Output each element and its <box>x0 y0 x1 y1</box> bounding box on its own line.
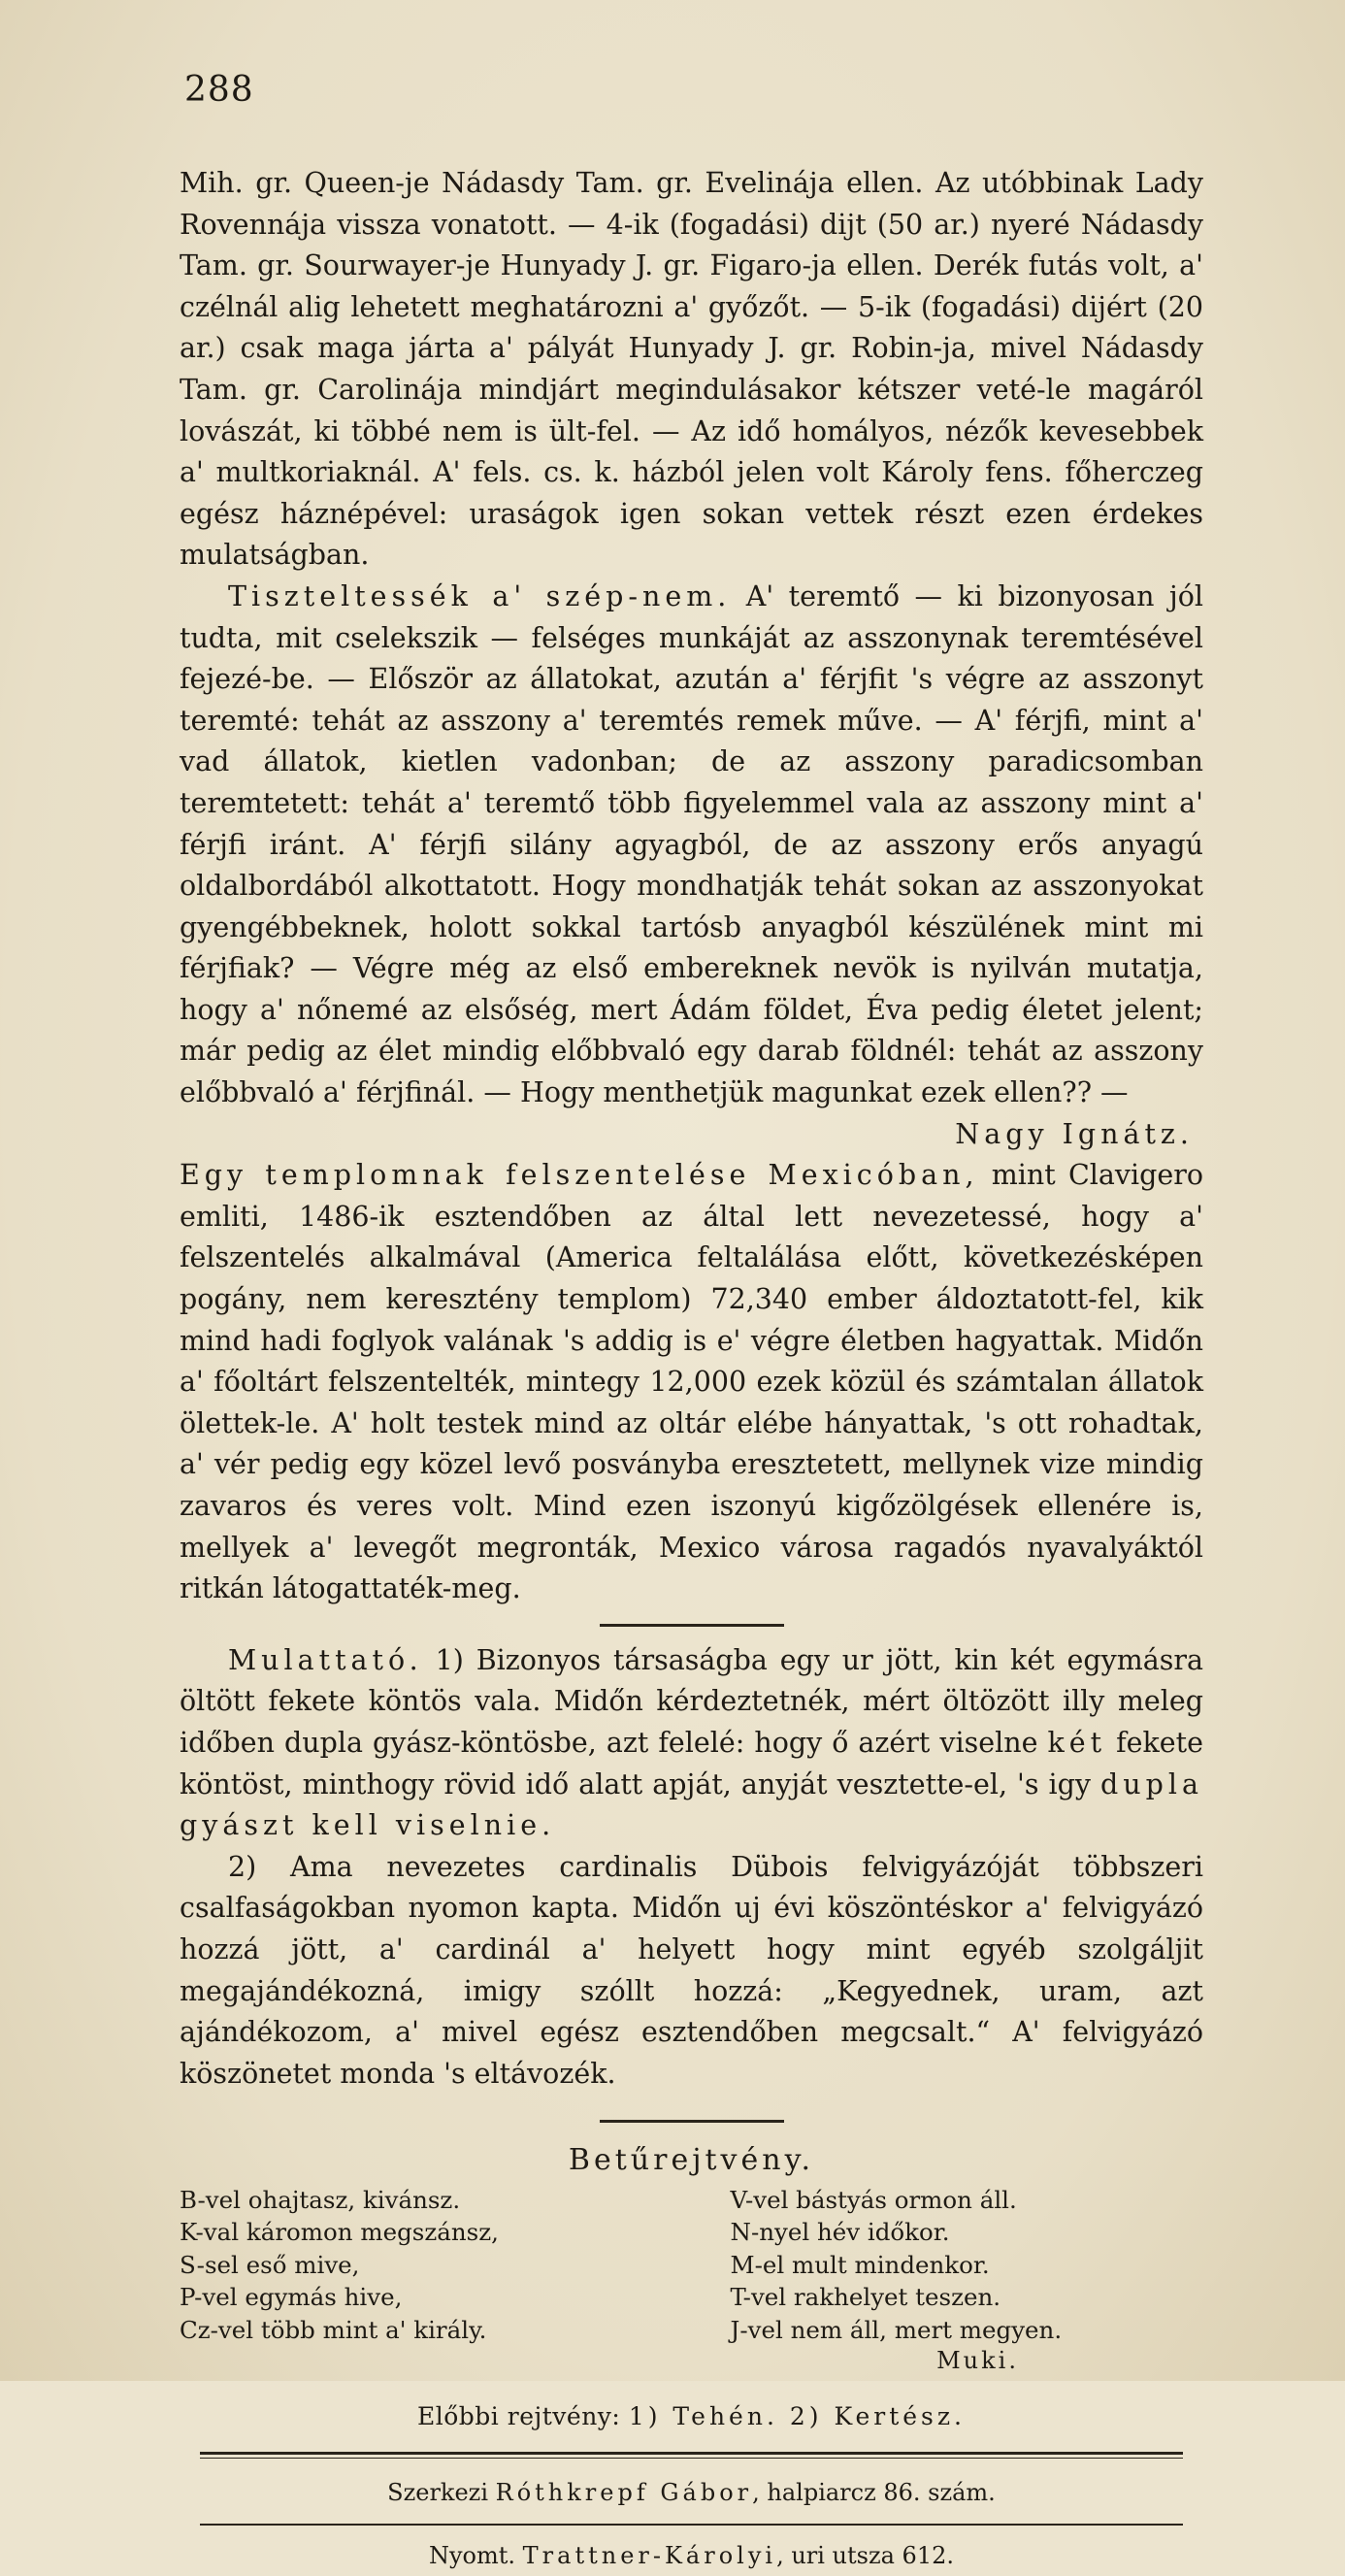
anecdote-section-title: Mulattató. <box>228 1643 423 1676</box>
riddle-line: T-vel rakhelyet teszen. <box>730 2283 1001 2312</box>
riddle-line: K-val káromon megszánsz, <box>180 2218 499 2247</box>
anecdote-1-emphasis-double: dupla gyászt kell viselnie. <box>180 1767 1203 1842</box>
anecdote-2: 2) Ama nevezetes cardinalis Dübois felvigyázóját többszeri csalfaságokban nyomon kapta. Midőn uj évi köszöntéskor a' felvigyázó hozzá jött, a' cardinál a' helyett hogy mint egyéb szolgáljit megajándékozná, imigy szóllt hozzá: „Kegyednek, uram, azt ajándékozom, a' mivel egész esztendőben megcsalt.“ A' felvigyázó köszönetet monda 's eltávozék. <box>180 1850 1203 2090</box>
editor-prefix: Szerkezi <box>387 2479 496 2506</box>
page-body <box>180 163 1203 2576</box>
previous-riddle-answer <box>180 2396 1203 2438</box>
editor-address: , halpiarcz 86. szám. <box>752 2479 996 2506</box>
riddle-line: Cz-vel több mint a' király. <box>180 2315 487 2344</box>
women-article-title: Tiszteltessék a' szép-nem. <box>228 579 732 612</box>
riddle-line: P-vel egymás hive, <box>180 2283 403 2312</box>
footer-rule-2 <box>200 2524 1183 2526</box>
page-number: 288 <box>184 70 254 110</box>
footer-rule <box>200 2452 1183 2459</box>
mexico-article <box>180 1155 1203 1610</box>
riddle-signature: Muki. <box>936 2347 1019 2375</box>
riddle-left-column <box>180 2184 692 2347</box>
printer-address: , uri utsza 612. <box>776 2541 954 2569</box>
riddle-right-column <box>692 2184 1204 2347</box>
anecdote-1 <box>180 1640 1203 1847</box>
riddle-line: N-nyel hév időkor. <box>730 2218 950 2247</box>
editor-name: Róthkrepf Gábor <box>495 2479 753 2506</box>
printer-prefix: Nyomt. <box>429 2541 523 2569</box>
riddle-line: V-vel bástyás ormon áll. <box>730 2185 1017 2214</box>
mexico-article-body: mint Clavigero emliti, 1486-ik esztendőben az által lett nevezetessé, hogy a' felszentelés alkalmával (America feltalálása előtt, következésképen pogány, nem keresztény templom) 72,340 ember áldoztatott-fel, kik mind hadi foglyok valának 's addig is e' végre életben hagyattak. Midőn a' főoltárt felszentelték, mintegy 12,000 ezek közül és számtalan állatok ölettek-le. A' holt testek mind az oltár elébe hányattak, 's ott rohadtak, a' vér pedig egy közel levő posványba eresztetett, mellynek vize mindig zavaros és veres volt. Mind ezen iszonyú kigőzölgések ellenére is, mellyek a' levegőt megronták, Mexico városa ragadós nyavalyáktól ritkán látogattaték-meg. <box>180 1159 1203 1605</box>
women-article-signature: Nagy Ignátz. <box>955 1117 1194 1150</box>
editor-line <box>180 2472 1203 2514</box>
section-divider-riddle <box>600 2120 784 2123</box>
riddle-line: M-el mult mindenkor. <box>730 2250 990 2279</box>
anecdote-1-emphasis-two: két <box>1047 1726 1107 1759</box>
printer-line <box>180 2535 1203 2576</box>
riddle-title: Betűrejtvény. <box>568 2143 815 2178</box>
printer-name: Trattner-Károlyi <box>522 2541 777 2569</box>
riddle-line: J-vel nem áll, mert megyen. <box>730 2315 1063 2344</box>
riddle-line: B-vel ohajtasz, kivánsz. <box>180 2185 461 2214</box>
previous-answer-one: 1) Tehén. <box>628 2402 778 2431</box>
riddle-verses <box>180 2184 1203 2347</box>
riddle-line: S-sel eső mive, <box>180 2250 360 2279</box>
race-report-paragraph: Mih. gr. Queen-je Nádasdy Tam. gr. Evelinája ellen. Az utóbbinak Lady Rovennája vissza vonatott. — 4-ik (fogadási) dijt (50 ar.) nyeré Nádasdy Tam. gr. Sourwayer-je Hunyady J. gr. Figaro-ja ellen. Derék futás volt, a' czélnál alig lehetett meghatározni a' győzőt. — 5-ik (fogadási) dijért (20 ar.) csak maga járta a' pályát Hunyady J. gr. Robin-ja, mivel Nádasdy Tam. gr. Carolinája mindjárt megindulásakor kétszer veté-le magáról lovászát, ki többé nem is ült-fel. — Az idő homályos, nézők kevesebbek a' multkoriaknál. A' fels. cs. k. házból jelen volt Károly fens. főherczeg egész háznépével: uraságok igen sokan vettek részt ezen érdekes mulatságban. <box>180 167 1203 572</box>
previous-answer-two: 2) Kertész. <box>777 2402 966 2431</box>
mexico-article-title: Egy templomnak felszentelése Mexicóban, <box>180 1159 979 1192</box>
anecdote-1-text-b: fekete köntöst, minthogy rövid idő alatt apját, anyját vesztette-el, 's igy <box>180 1726 1203 1800</box>
women-article <box>180 577 1203 1114</box>
previous-answer-label: Előbbi rejtvény: <box>417 2402 629 2431</box>
anecdote-1-text-a: 1) Bizonyos társaságba egy ur jött, kin két egymásra öltött fekete köntös vala. Midőn kérdeztetnék, mért öltözött illy meleg időben dupla gyász-köntösbe, azt felelé: hogy ő azért viselne <box>180 1643 1203 1759</box>
section-divider <box>600 1624 784 1627</box>
women-article-body: A' teremtő — ki bizonyosan jól tudta, mit cselekszik — felséges munkáját az asszonynak teremtésével fejezé-be. — Először az állatokat, azután a' férjfit 's végre az asszonyt teremté: tehát az asszony a' teremtés remek műve. — A' férjfi, mint a' vad állatok, kietlen vadonban; de az asszony paradicsomban teremtetett: tehát a' teremtő több figyelemmel vala az asszony mint a' férjfi iránt. A' férjfi silány agyagból, de az asszony erős anyagú oldalbordából alkottatott. Hogy mondhatják tehát sokan az asszonyokat gyengébbeknek, holott sokkal tartósb anyagból készülének mint mi férjfiak? — Végre még az első embereknek nevök is nyilván mutatja, hogy a' nőnemé az elsőség, mert Ádám földet, Éva pedig életet jelent; már pedig az élet mindig előbbvaló egy darab földnél: tehát az asszony előbbvaló a' férjfinál. — Hogy menthetjük magunkat ezek ellen?? — <box>180 579 1203 1109</box>
